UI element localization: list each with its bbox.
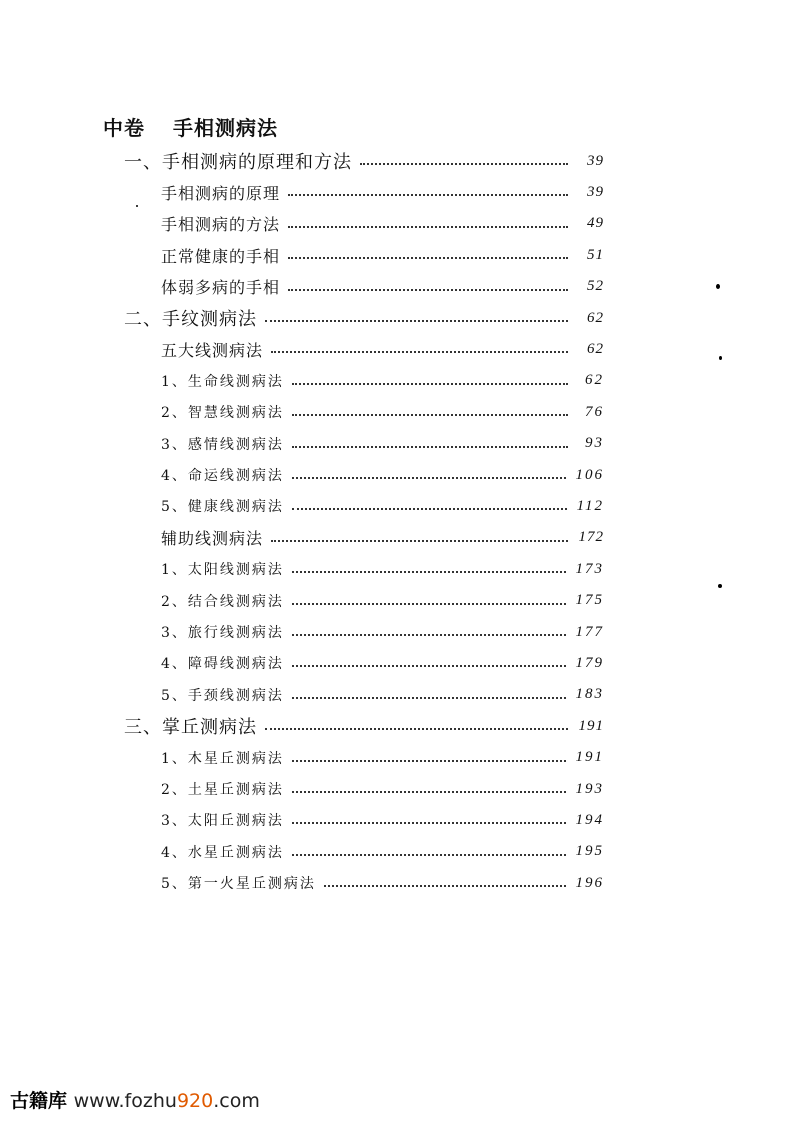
scan-speck bbox=[719, 356, 722, 360]
toc-dot-leader bbox=[292, 665, 566, 667]
toc-entry bbox=[161, 242, 604, 268]
toc-entry-label: 手相测病的原理 bbox=[161, 183, 281, 203]
toc-entry bbox=[161, 619, 604, 645]
toc-entry bbox=[161, 650, 604, 676]
toc-dot-leader bbox=[360, 163, 568, 165]
toc-entry bbox=[161, 588, 604, 614]
toc-dot-leader bbox=[292, 791, 566, 793]
footer-site-prefix: www.fozhu bbox=[73, 1090, 177, 1112]
toc-entry bbox=[161, 431, 604, 457]
toc-entry bbox=[161, 368, 604, 394]
toc-dot-leader bbox=[292, 603, 566, 605]
toc-entry-page: 179 bbox=[575, 654, 604, 671]
toc-entry-label: 4、障碍线测病法 bbox=[161, 656, 284, 673]
toc-entry-label: 二、手纹测病法 bbox=[124, 309, 257, 330]
toc-dot-leader bbox=[292, 571, 566, 573]
volume-label: 中卷 bbox=[103, 116, 145, 140]
toc-entry-label: 4、水星丘测病法 bbox=[161, 844, 284, 861]
toc-dot-leader bbox=[324, 885, 566, 887]
toc-entry-page: 195 bbox=[575, 843, 604, 860]
toc-entry bbox=[161, 776, 604, 802]
toc-entry-page: 177 bbox=[575, 623, 604, 640]
toc-entry-page: 172 bbox=[578, 529, 604, 546]
footer-site-suffix: .com bbox=[213, 1090, 260, 1112]
toc-entry bbox=[161, 556, 604, 582]
toc-dot-leader bbox=[292, 446, 568, 448]
toc-dot-leader bbox=[265, 320, 568, 322]
toc-entry bbox=[161, 807, 604, 833]
toc-entry-page: 191 bbox=[575, 749, 604, 766]
toc-entry-page: 196 bbox=[575, 874, 604, 891]
toc-entry bbox=[124, 713, 604, 739]
toc-entry-label: 手相测病的方法 bbox=[161, 215, 281, 235]
toc-entry bbox=[161, 839, 604, 865]
section-title bbox=[103, 112, 278, 141]
scan-speck bbox=[136, 205, 138, 207]
toc-entry-label: 辅助线测病法 bbox=[161, 529, 264, 549]
toc-entry-page: 39 bbox=[587, 183, 604, 200]
toc-entry-page: 194 bbox=[575, 811, 604, 828]
toc-entry-label: 2、土星丘测病法 bbox=[161, 782, 284, 798]
toc-dot-leader bbox=[271, 540, 568, 542]
toc-dot-leader bbox=[292, 822, 566, 824]
toc-dot-leader bbox=[292, 634, 566, 636]
toc-entry-label: 五大线测病法 bbox=[161, 340, 264, 360]
toc-entry-page: 93 bbox=[585, 435, 604, 452]
toc-entry-label: 一、手相测病的原理和方法 bbox=[124, 152, 352, 173]
toc-dot-leader bbox=[292, 383, 568, 385]
toc-entry-label: 1、太阳线测病法 bbox=[161, 562, 284, 579]
toc-entry bbox=[124, 148, 604, 174]
toc-entry bbox=[161, 870, 604, 896]
toc-dot-leader bbox=[288, 226, 568, 228]
toc-entry-label: 正常健康的手相 bbox=[161, 246, 281, 266]
toc-entry-label: 5、第一火星丘测病法 bbox=[161, 876, 316, 893]
toc-dot-leader bbox=[288, 289, 568, 291]
toc-entry-page: 39 bbox=[587, 152, 604, 169]
toc-entry-page: 106 bbox=[575, 466, 604, 483]
toc-entry-label: 1、生命线测病法 bbox=[161, 373, 284, 390]
toc-entry-page: 112 bbox=[576, 497, 604, 514]
toc-entry-page: 62 bbox=[587, 340, 604, 357]
toc-entry-label: 1、木星丘测病法 bbox=[161, 750, 284, 767]
toc-entry-page: 52 bbox=[587, 278, 604, 295]
toc-entry bbox=[161, 399, 604, 425]
toc-entry bbox=[161, 682, 604, 708]
toc-entry bbox=[161, 745, 604, 771]
toc-entry bbox=[124, 305, 604, 331]
toc-entry-page: 51 bbox=[587, 246, 604, 263]
toc-entry-page: 193 bbox=[575, 780, 604, 797]
toc-entry-label: 2、结合线测病法 bbox=[161, 593, 284, 610]
toc-entry-label: 5、手颈线测病法 bbox=[161, 687, 284, 704]
toc-entry-page: 49 bbox=[587, 215, 604, 232]
toc-entry bbox=[161, 525, 604, 551]
watermark-footer bbox=[10, 1086, 260, 1113]
toc-entry-page: 62 bbox=[587, 309, 604, 326]
toc-entry-label: 3、太阳丘测病法 bbox=[161, 813, 284, 830]
toc-entry-page: 183 bbox=[575, 686, 604, 703]
toc-dot-leader bbox=[292, 414, 568, 416]
footer-brand: 古籍库 bbox=[10, 1090, 68, 1112]
toc-entry-page: 191 bbox=[578, 717, 604, 734]
toc-entry bbox=[161, 211, 604, 237]
toc-dot-leader bbox=[288, 194, 568, 196]
section-name: 手相测病法 bbox=[173, 116, 278, 140]
toc-dot-leader bbox=[292, 508, 567, 510]
toc-entry-label: 4、命运线测病法 bbox=[161, 468, 284, 484]
toc-entry-page: 76 bbox=[585, 403, 604, 420]
toc-entry-page: 173 bbox=[575, 560, 604, 577]
toc-dot-leader bbox=[292, 697, 566, 699]
toc-entry-label: 3、感情线测病法 bbox=[161, 436, 284, 453]
scan-speck bbox=[718, 584, 722, 588]
toc-entry bbox=[161, 336, 604, 362]
toc-entry bbox=[161, 274, 604, 300]
toc-entry-label: 3、旅行线测病法 bbox=[161, 625, 284, 641]
toc-entry bbox=[161, 179, 604, 205]
toc-entry-label: 2、智慧线测病法 bbox=[161, 405, 284, 422]
toc-entry-label: 三、掌丘测病法 bbox=[124, 717, 257, 739]
footer-site-number: 920 bbox=[176, 1090, 214, 1112]
toc-entry-page: 62 bbox=[585, 372, 604, 389]
toc-dot-leader bbox=[265, 728, 568, 730]
toc-dot-leader bbox=[288, 257, 568, 259]
toc-dot-leader bbox=[292, 760, 566, 762]
scan-speck bbox=[716, 284, 720, 289]
toc-entry-label: 5、健康线测病法 bbox=[161, 499, 284, 516]
toc-entry-page: 175 bbox=[575, 592, 604, 609]
toc-entry-label: 体弱多病的手相 bbox=[161, 278, 281, 298]
toc-entry bbox=[161, 462, 604, 488]
toc-entry bbox=[161, 493, 604, 519]
toc-dot-leader bbox=[292, 854, 566, 856]
toc-dot-leader bbox=[292, 477, 566, 479]
toc-dot-leader bbox=[271, 351, 568, 353]
